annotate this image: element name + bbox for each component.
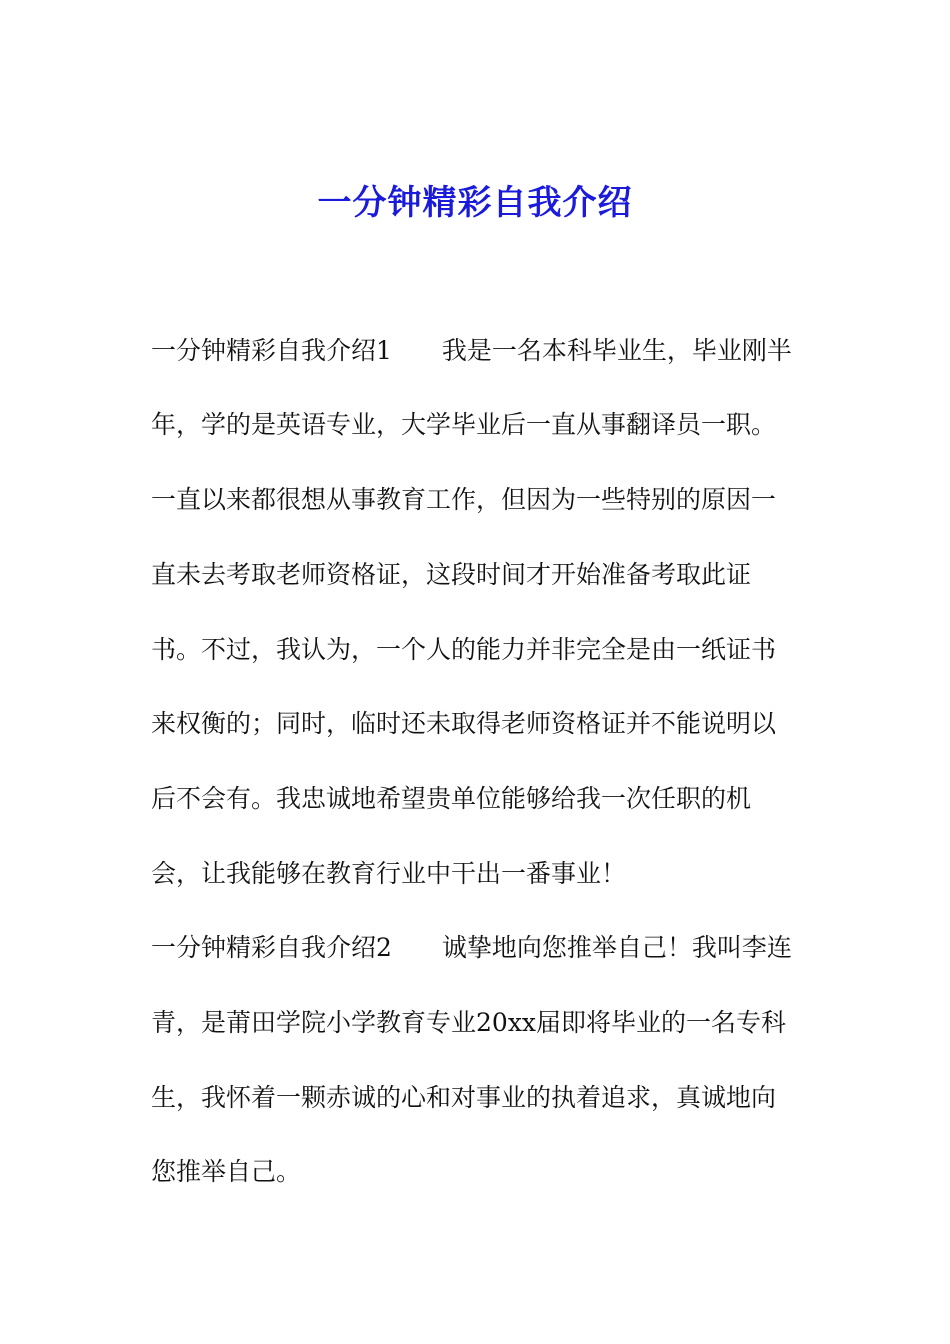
section-2-first-line (151, 930, 831, 966)
paragraph-line: 直未去考取老师资格证，这段时间才开始准备考取此证 (151, 560, 752, 589)
paragraph-line: 书。不过，我认为，一个人的能力并非完全是由一纸证书 (151, 635, 777, 664)
section-2-first-line-text: 诚挚地向您推举自己！我叫李连 (441, 933, 792, 962)
paragraph-line: 生，我怀着一颗赤诚的心和对事业的执着追求，真诚地向 (151, 1083, 777, 1112)
paragraph-line: 会，让我能够在教育行业中干出一番事业！ (151, 859, 627, 888)
section-1-first-line (151, 333, 831, 369)
document-title: 一分钟精彩自我介绍 (317, 183, 633, 223)
section-2-heading: 一分钟精彩自我介绍2 (151, 933, 392, 962)
paragraph-line: 青，是莆田学院小学教育专业20xx届即将毕业的一名专科 (151, 1008, 787, 1037)
paragraph-line: 来权衡的；同时，临时还未取得老师资格证并不能说明以 (151, 709, 777, 738)
section-1-first-line-text: 我是一名本科毕业生，毕业刚半 (441, 336, 792, 365)
paragraph-line: 您推举自己。 (151, 1157, 302, 1186)
paragraph-line: 后不会有。我忠诚地希望贵单位能够给我一次任职的机 (151, 784, 752, 813)
paragraph-line: 年，学的是英语专业，大学毕业后一直从事翻译员一职。 (151, 410, 777, 439)
section-1-heading: 一分钟精彩自我介绍1 (151, 336, 392, 365)
paragraph-line: 一直以来都很想从事教育工作，但因为一些特别的原因一 (151, 485, 777, 514)
